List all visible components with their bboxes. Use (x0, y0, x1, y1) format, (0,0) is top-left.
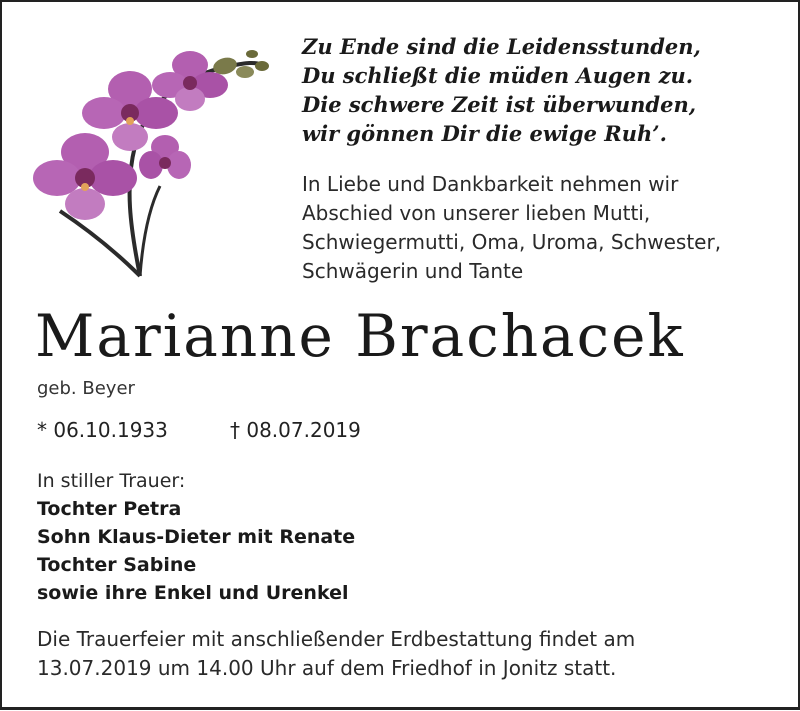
mourner-entry: Tochter Sabine (37, 554, 197, 576)
intro-line: Schwägerin und Tante (302, 259, 524, 283)
intro-line: Schwiegermutti, Oma, Uroma, Schwester, (302, 230, 722, 254)
intro-line: In Liebe und Dankbarkeit nehmen wir (302, 172, 679, 196)
poem-line: Zu Ende sind die Leidensstunden, (302, 34, 701, 59)
mourners-list (37, 467, 355, 607)
birth-date: * 06.10.1933 (37, 418, 168, 442)
orchid-flower-image (30, 36, 280, 281)
poem (302, 32, 782, 148)
mourner-entry: Tochter Petra (37, 498, 182, 520)
deceased-name: Marianne Brachacek (35, 302, 685, 370)
death-date: † 08.07.2019 (230, 418, 361, 442)
mourners-lead: In stiller Trauer: (37, 470, 186, 492)
mourner-entry: sowie ihre Enkel und Urenkel (37, 582, 349, 604)
life-dates (37, 418, 361, 442)
birth-name: geb. Beyer (37, 378, 135, 399)
poem-line: Die schwere Zeit ist überwunden, (302, 92, 697, 117)
service-info (37, 625, 777, 683)
service-line: 13.07.2019 um 14.00 Uhr auf dem Friedhof in Jonitz statt. (37, 656, 617, 680)
intro-text (302, 170, 782, 286)
intro-line: Abschied von unserer lieben Mutti, (302, 201, 651, 225)
poem-line: wir gönnen Dir die ewige Ruh’. (302, 121, 667, 146)
poem-line: Du schließt die müden Augen zu. (302, 63, 694, 88)
service-line: Die Trauerfeier mit anschließender Erdbestattung findet am (37, 627, 636, 651)
mourner-entry: Sohn Klaus-Dieter mit Renate (37, 526, 356, 548)
